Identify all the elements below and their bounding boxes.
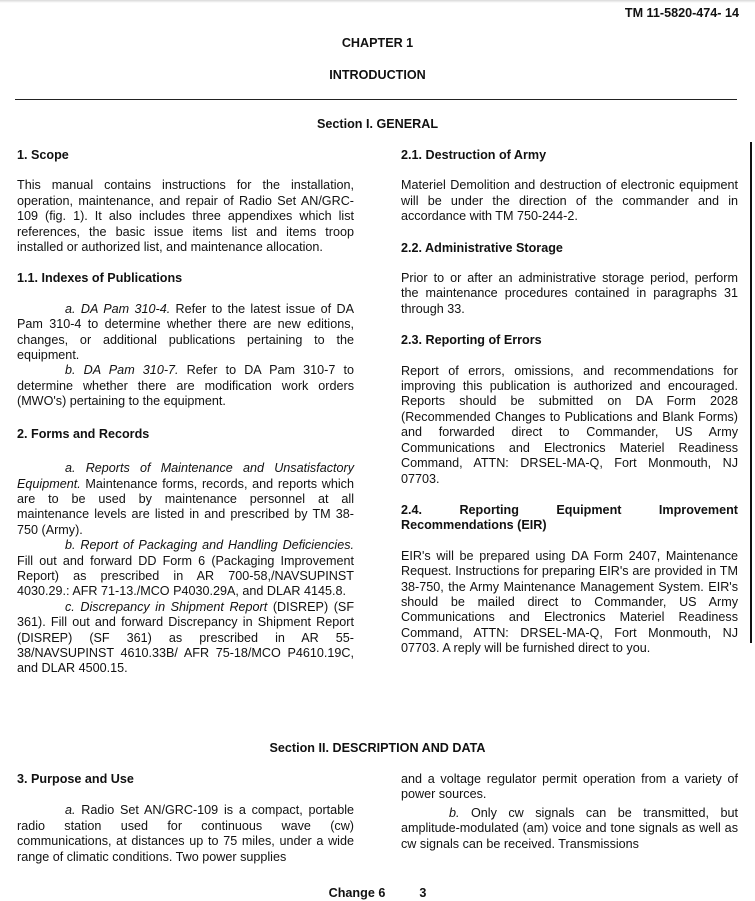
destruction-heading: 2.1. Destruction of Army <box>401 148 547 162</box>
forms-para-b <box>17 538 354 600</box>
page-top-edge <box>0 0 755 3</box>
chapter-number: CHAPTER 1 <box>341 36 414 50</box>
indexes-para-a-label: a. DA Pam 310-4. <box>65 301 171 316</box>
storage-body: Prior to or after an administrative storage period, perform the maintenance procedures contained in paragraphs 31 through 33. <box>401 271 738 316</box>
section-1-title: Section I. GENERAL <box>316 117 439 131</box>
forms-para-a-body: Maintenance forms, records, and reports which are to be used by maintenance personnel at all maintenance levels are listed in and prescribed by TM 38-750 (Army). <box>17 476 354 537</box>
indexes-para-a-body: Refer to the latest issue of DA Pam 310-4 to determine whether there are new editions, changes, or additional publications pertaining to the equipment. <box>17 301 354 363</box>
forms-para-a-label: a. Reports of Maintenance and Unsatisfactory Equipment. <box>17 461 354 491</box>
indexes-para-b-label: b. DA Pam 310-7. <box>65 363 179 378</box>
forms-para-c <box>17 600 354 677</box>
page-footer <box>0 886 755 901</box>
section-2-title: Section II. DESCRIPTION AND DATA <box>269 741 486 755</box>
section-2-right-column <box>401 772 738 852</box>
forms-para-b-label: b. Report of Packaging and Handling Deficiencies. <box>65 538 354 553</box>
scope-heading: 1. Scope <box>17 148 69 162</box>
indexes-heading: 1.1. Indexes of Publications <box>17 271 183 286</box>
tm-number: TM 11-5820-474- 14 <box>624 6 739 20</box>
destruction-body: Materiel Demolition and destruction of electronic equipment will be under the direction of the commander and in accordance with TM 750-244-2. <box>401 178 738 224</box>
purpose-para-a-label: a. <box>65 803 76 818</box>
purpose-para-b <box>401 806 738 852</box>
indexes-para-b <box>17 363 354 409</box>
indexes-para-a <box>17 302 354 364</box>
purpose-continued: and a voltage regulator permit operation from a variety of power sources. <box>401 772 738 802</box>
eir-heading: 2.4. Reporting Equipment Improvement Recommendations (EIR) <box>401 502 738 533</box>
section-2-left-column <box>17 772 354 865</box>
forms-para-b-body: Fill out and forward DD Form 6 (Packaging Improvement Report) as prescribed in AR 700-58,/NAVSUPINST 4030.29.: AFR 71-13./MCO P4030.29A, and DLAR 4145.8. <box>17 553 354 599</box>
errors-body: Report of errors, omissions, and recommendations for improving this publication is authorized and encouraged. Reports should be submitted on DA Form 2028 (Recommended Changes to Publications and Blank Forms) and forwarded direct to Commander, US Army Communications and Electronics Materiel Readiness Command, ATTN: DRSEL-MA-Q, Fort Monmouth, NJ 07703. <box>401 363 738 486</box>
section-1-right-column <box>401 148 738 657</box>
forms-heading: 2. Forms and Records <box>17 426 150 441</box>
forms-para-c-body: (DISREP) (SF 361). Fill out and forward Discrepancy in Shipment Report (DISREP) (SF 361) as prescribed in AR 55-38/NAVSUPINST 4610.33B/ AFR 75-18/MCO P4610.19C, and DLAR 4500.15. <box>17 599 355 676</box>
indexes-para-b-body: Refer to DA Pam 310-7 to determine whether there are modification work orders (MWO's) pertaining to the equipment. <box>17 363 355 409</box>
forms-para-c-label: c. Discrepancy in Shipment Report <box>65 599 268 614</box>
change-bar <box>750 142 752 643</box>
forms-para-a <box>17 461 354 538</box>
section-1-left-column <box>17 148 354 677</box>
page-number: 3 <box>419 886 427 900</box>
purpose-para-b-label: b. <box>449 805 460 820</box>
chapter-divider <box>15 99 737 100</box>
chapter-title: INTRODUCTION <box>329 68 426 82</box>
purpose-para-a <box>17 803 354 865</box>
eir-body: EIR's will be prepared using DA Form 2407, Maintenance Request. Instructions for preparing EIR's are provided in TM 38-750, the Army Maintenance Management System. EIR's should be mailed direct to Commander, US Army Communications and Electronics Materiel Readiness Command, ATTN: DRSEL-MA-Q, Fort Monmouth, NJ 07703. A reply will be furnished direct to you. <box>401 548 738 656</box>
purpose-heading: 3. Purpose and Use <box>17 772 134 786</box>
errors-heading: 2.3. Reporting of Errors <box>401 333 542 348</box>
purpose-para-b-body: Only cw signals can be transmitted, but amplitude-modulated (am) voice and tone signals as well as cw signals can be received. Transmissions <box>401 805 738 851</box>
storage-heading: 2.2. Administrative Storage <box>401 240 563 255</box>
scope-body: This manual contains instructions for the installation, operation, maintenance, and repair of Radio Set AN/GRC-109 (fig. 1). It also includes three appendixes which list references, the basic issue items list and items troop installed or authorized list, and maintenance allocation. <box>17 178 354 255</box>
change-number: Change 6 <box>328 886 386 900</box>
purpose-para-a-body: Radio Set AN/GRC-109 is a compact, portable radio station used for continuous wave (cw) communications, at distances up to 75 miles, under a wide range of climatic conditions. Two power supplies <box>17 803 354 864</box>
